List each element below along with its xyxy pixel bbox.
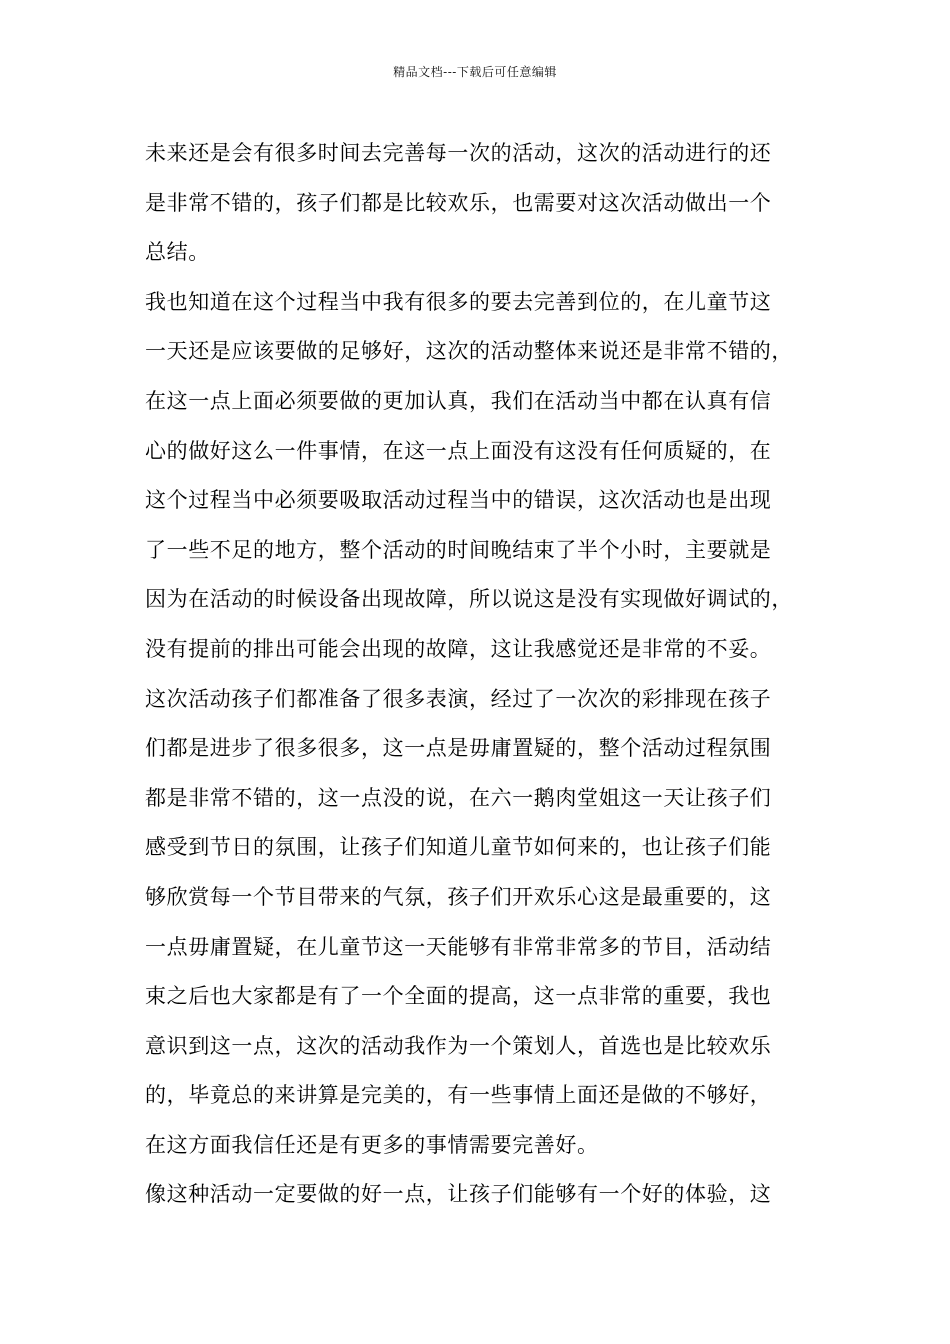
text-line: 一点毋庸置疑，在儿童节这一天能够有非常非常多的节目，活动结 <box>145 934 772 959</box>
text-line: 了一些不足的地方，整个活动的时间晚结束了半个小时，主要就是 <box>145 537 772 562</box>
text-line: 心的做好这么一件事情，在这一点上面没有这没有任何质疑的，在 <box>145 438 772 463</box>
text-line: 们都是进步了很多很多，这一点是毋庸置疑的，整个活动过程氛围 <box>145 736 772 761</box>
text-line: 束之后也大家都是有了一个全面的提高，这一点非常的重要，我也 <box>145 984 772 1009</box>
text-line: 像这种活动一定要做的好一点，让孩子们能够有一个好的体验，这 <box>145 1182 772 1207</box>
text-line: 在这一点上面必须要做的更加认真，我们在活动当中都在认真有信 <box>145 388 772 413</box>
text-line: 的，毕竟总的来讲算是完美的，有一些事情上面还是做的不够好， <box>145 1083 772 1108</box>
text-line: 这个过程当中必须要吸取活动过程当中的错误，这次活动也是出现 <box>145 488 772 513</box>
text-line: 感受到节日的氛围，让孩子们知道儿童节如何来的，也让孩子们能 <box>145 835 772 860</box>
text-line: 因为在活动的时候设备出现故障，所以说这是没有实现做好调试的， <box>145 587 793 612</box>
page-header: 精品文档---下载后可任意编辑 <box>393 65 557 79</box>
text-line: 一天还是应该要做的足够好，这次的活动整体来说还是非常不错的， <box>145 339 793 364</box>
text-line: 在这方面我信任还是有更多的事情需要完善好。 <box>145 1132 599 1157</box>
text-line: 我也知道在这个过程当中我有很多的要去完善到位的，在儿童节这 <box>145 289 772 314</box>
text-line: 总结。 <box>145 240 210 265</box>
text-line: 够欣赏每一个节目带来的气氛，孩子们开欢乐心这是最重要的，这 <box>145 884 772 909</box>
text-line: 未来还是会有很多时间去完善每一次的活动，这次的活动进行的还 <box>145 141 772 165</box>
text-line: 是非常不错的，孩子们都是比较欢乐，也需要对这次活动做出一个 <box>145 190 772 215</box>
text-line: 都是非常不错的，这一点没的说，在六一鹅肉堂姐这一天让孩子们 <box>145 785 772 810</box>
document-body <box>145 129 815 1220</box>
text-line: 没有提前的排出可能会出现的故障，这让我感觉还是非常的不妥。 <box>145 636 772 661</box>
text-line: 意识到这一点，这次的活动我作为一个策划人，首选也是比较欢乐 <box>145 1033 772 1058</box>
text-line: 这次活动孩子们都准备了很多表演，经过了一次次的彩排现在孩子 <box>145 686 772 711</box>
